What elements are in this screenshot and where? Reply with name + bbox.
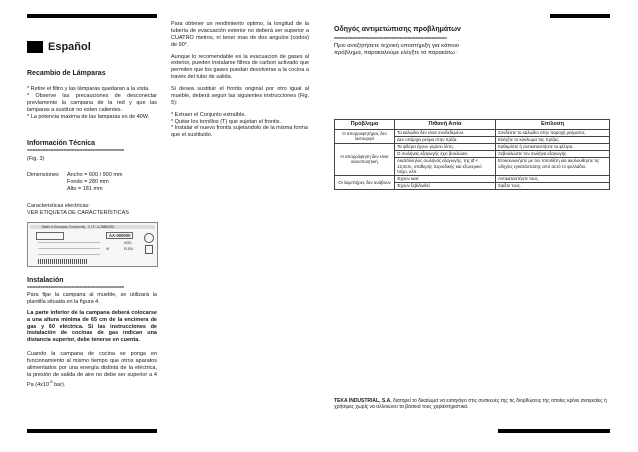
language-title: Español (48, 41, 91, 53)
troubleshooting-intro: Πριν αναζητήσετε τεχνική υποστήριξη για κάποιο πρόβλημα, παρακαλούμε ελέγξτε τα παρακάτω : (334, 43, 459, 57)
footer-bar-left (27, 429, 157, 433)
dimensions-label: Dimensiones (27, 172, 59, 178)
install-paragraph-2-end: bar). (54, 381, 66, 388)
front-step-2: * Quitar los tornillos (T) que sujetan el frontis. (171, 118, 282, 125)
solution-cell: Ελέγξτε το κύκλωμα της πρίζας. (496, 136, 610, 143)
solution-cell: Συνδέστε το καλώδιο στην παροχή ρεύματος. (496, 129, 610, 136)
install-section-title: Instalación (27, 277, 64, 284)
pressure-exponent: -5 (49, 378, 53, 384)
header-solution: Επίλυση (496, 120, 610, 130)
solution-cell: Καθαρίστε ή αντικαταστήστε τα φίλτρα. (496, 143, 610, 150)
table-row (335, 143, 610, 150)
teka-disclaimer-text: διατηρεί το δικαίωμα να εισαγάγει στις συσκευές της τις διορθώσεις της οποίες κρίνει αναγκαίες ή χρήσιμες χωρίς να αλλοιώνει τα βασικά τους χαρακτηριστικά. (334, 398, 607, 411)
dimension-depth: Fondo = 280 mm (67, 178, 109, 185)
rating-label-made-in: Made in European Community - C.I.F.: A-28884092 (42, 225, 115, 229)
cause-cell: Ακατάλληλος σωλήνας εξαγωγής, της Ø < 12,5cm, σταθερής περιοδικής και εξωτερικό τοίχο, κλπ. (395, 157, 496, 175)
rating-label-line-3 (38, 254, 100, 255)
dimensions-table (27, 172, 123, 193)
cause-cell: Δεν υπάρχει ρεύμα στην πρίζα. (395, 136, 496, 143)
teka-company-name: TEKA INDUSTRIAL, S.A. (334, 398, 392, 404)
cause-cell: Έχουν ξεβιδωθεί. (395, 182, 496, 189)
problem-poor-extraction: Η απορρόφηση δεν είναι ικανοποιητική (335, 143, 395, 175)
lamp-paragraph-1: * Retire el filtro y las lámparas quedaran a la vista. (27, 86, 150, 92)
table-row (335, 175, 610, 182)
dimension-height: Alto = 181 mm (67, 185, 103, 192)
rating-label-watt: W (106, 247, 110, 251)
troubleshooting-rule: =========================================== (334, 37, 447, 42)
header-bar-left (27, 14, 157, 18)
table-row (335, 129, 610, 136)
front-step-3: * Instalar el nuevo frontis sujetandolo de la misma forma que el sustituido. (171, 125, 308, 139)
solution-cell: Σφίξτε τους. (496, 182, 610, 189)
rating-label-model: AA-000000 (106, 232, 133, 239)
rating-label-line-1 (38, 242, 100, 243)
install-warning: La parte inferior de la campana deberá colocarse a una altura mínima de 65 cm de la encimera de gas y 60 eléctrica. Si las instrucciones de instalación de cocinas de gas indican una distancia superior, debe tenerse en cuenta. (27, 309, 157, 344)
table-header-row (335, 120, 610, 130)
front-step-1: * Extraer el Conjunto extraíble. (171, 111, 246, 118)
solution-cell: Αντικαταστήστε τους. (496, 175, 610, 182)
header-bar-right (550, 14, 610, 18)
tech-rule: ===================================== (27, 149, 124, 154)
cause-cell: Έχουν καεί (395, 175, 496, 182)
install-paragraph-2-text: Cuando la campana de cocina se ponga en funcionamiento al mismo tiempo que otros aparatos alimentados por una energía distinta de la eléctrica, la presión de salida de aire no debe ser superior a 4 Pa (4x10 (27, 351, 157, 388)
language-block (27, 41, 43, 53)
teka-disclaimer (334, 398, 610, 411)
lamp-paragraph-3: * La potencia maxima de las lamparas es de 40W. (27, 113, 150, 120)
electrical-see-label: VER ETIQUETA DE CARACTERÍSTICAS (27, 209, 129, 216)
troubleshooting-table (334, 119, 610, 190)
lamp-section-title: Recambio de Lámparas (27, 70, 106, 77)
cause-cell: Το καλώδιο δεν είναι συνδεδεμένο. (395, 129, 496, 136)
cause-cell: Ο σωλήνας εξαγωγής έχει βουλώσει. (395, 150, 496, 157)
rating-label-line-2 (38, 248, 100, 249)
troubleshooting-title: Οδηγός αντιμετώπισης προβλημάτων (334, 26, 461, 33)
problem-lamps: Οι λαμπτήρες δεν ανάβουν (335, 175, 395, 189)
tech-section-title: Información Técnica (27, 140, 96, 147)
barcode-icon (38, 259, 88, 264)
duct-paragraph: Para obtener un rendimiento optimo, la longitud de la tubería de evacuación exterior no deberá ser superior a CUATRO metros, ni tener mas de dos angulos (codos) de 90°. (171, 21, 309, 48)
recycle-bin-icon (145, 245, 153, 254)
teka-logo (36, 232, 64, 240)
footer-bar-right (498, 429, 610, 433)
front-panel-paragraph: Si desea sustituir el frontis original por otro igual al mueble, deberá seguir las siguientes instrucciones (Fig. 5): (171, 86, 309, 106)
solution-cell: Επικοινωνήστε με τον τοποθέτη και ακολουθήστε τις οδηγίες εγκατάστασης από αυτό το φυλλάδιο. (496, 157, 610, 175)
install-paragraph-2 (27, 351, 157, 388)
header-problem: Πρόβλημα (335, 120, 395, 130)
lamp-paragraph-2: * Observe las precauciones de desconectar previamente la campana de la red y que las lamparas a sustituir no esten calientes. (27, 92, 157, 113)
problem-not-working: Ο απορροφητήρας δεν λειτουργεί (335, 129, 395, 143)
rating-label-mod: MOD. (124, 241, 133, 245)
rating-label-image (27, 222, 158, 267)
cause-cell: Τα φίλτρα έχουν γεμίσει λίπη. (395, 143, 496, 150)
install-paragraph-1: Para fijar la campana al mueble, se utilizará la plantilla situada en la figura 4. (27, 292, 157, 305)
dimension-width: Ancho = 600 / 900 mm (67, 172, 123, 178)
rating-label-elem: ELEM. (124, 247, 134, 251)
solution-cell: Ξεβουλώστε τον σωλήνα εξαγωγής. (496, 150, 610, 157)
ce-mark-icon (144, 233, 154, 243)
electrical-label: Caracteristicas electricas: (27, 203, 90, 209)
filter-paragraph: Aunque lo recomendable es la evacuacion de gases al exterior, pueden instalarse filtros de carbon activado que permiten que los gases puedan devolverse a la cocina a través del tubo de salida. (171, 53, 309, 81)
fig-ref: (Fig. 3) (27, 156, 45, 162)
header-cause: Πιθανή Αιτία (395, 120, 496, 130)
install-rule: ===================================== (27, 286, 124, 291)
